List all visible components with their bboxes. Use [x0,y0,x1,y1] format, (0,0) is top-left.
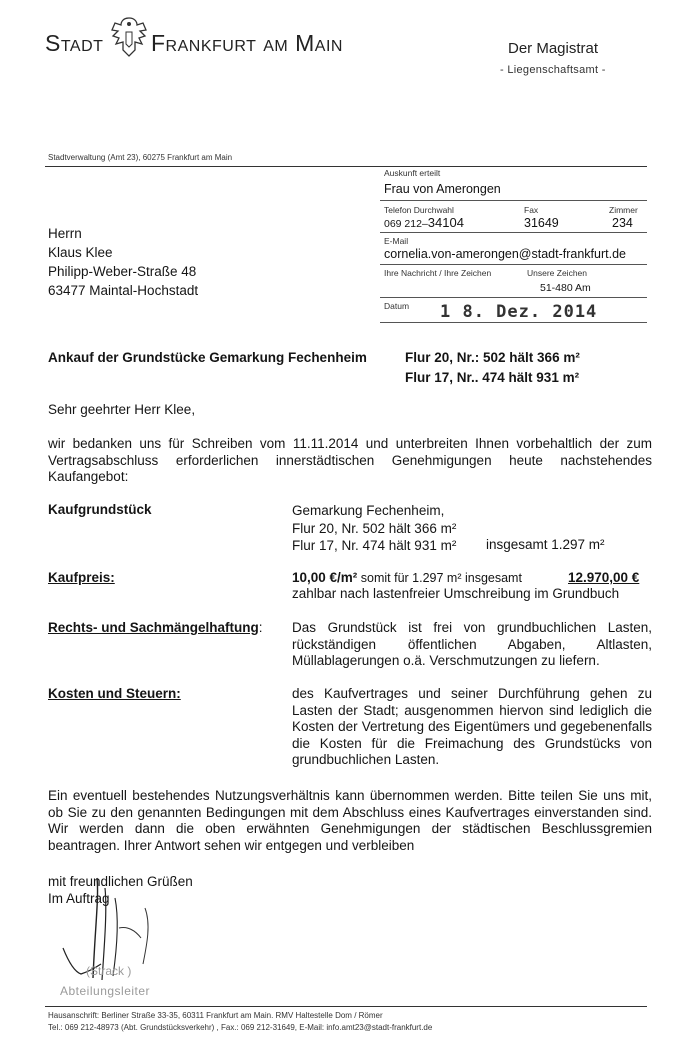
eagle-crest-icon [109,14,149,60]
recipient-street: Philipp-Weber-Straße 48 [48,264,197,279]
sender-line: Stadtverwaltung (Amt 23), 60275 Frankfurt am Main [48,153,233,162]
price-line-2: zahlbar nach lastenfreier Umschreibung im Grundbuch [292,586,620,601]
phone-label: Telefon Durchwahl [384,205,454,215]
office-name: Der Magistrat [508,40,599,57]
our-reference: 51-480 Am [540,282,591,294]
divider [380,264,647,265]
divider [45,166,647,167]
price-rate: 10,00 €/m² [292,570,358,585]
contact-label: Auskunft erteilt [384,168,441,178]
phone-prefix: 069 212– [384,218,428,230]
plot-label: Kaufgrundstück [48,502,152,517]
fax-label: Fax [524,205,539,215]
divider [380,232,647,233]
department-name: - Liegenschaftsamt - [500,64,606,76]
footer-contact: Tel.: 069 212-48973 (Abt. Grundstücksverkehr) , Fax.: 069 212-31649, E-Mail: info.amt23@stadt-frankfurt.de [48,1023,433,1032]
our-reference-label: Unsere Zeichen [527,268,588,278]
plot-district: Gemarkung Fechenheim, [292,503,445,518]
contact-name: Frau von Amerongen [384,182,501,196]
greeting: Sehr geehrter Herr Klee, [48,402,196,417]
plot-parcel-2: Flur 17, Nr. 474 hält 931 m² [292,538,457,553]
liability-label-text: Rechts- und Sachmängelhaftung [48,620,259,635]
divider [380,322,647,323]
your-reference-label: Ihre Nachricht / Ihre Zeichen [384,268,492,278]
plot-total: insgesamt 1.297 m² [486,537,605,552]
recipient-city: 63477 Maintal-Hochstadt [48,283,199,298]
signatory-title: Abteilungsleiter [60,984,151,998]
liability-colon: : [258,620,263,635]
recipient-address [48,224,198,300]
plot-parcel-1: Flur 20, Nr. 502 hält 366 m² [292,520,457,536]
subject-main: Ankauf der Grundstücke Gemarkung Fechenheim [48,350,367,365]
costs-label: Kosten und Steuern: [48,686,181,701]
email-address: cornelia.von-amerongen@stadt-frankfurt.de [384,247,626,261]
email-label: E-Mail [384,236,409,246]
recipient-salutation: Herrn [48,226,82,241]
logo-city-right: Frankfurt am Main [151,30,343,56]
phone-extension: 34104 [427,215,464,230]
price-total: 12.970,00 € [568,570,640,585]
closing-regards: mit freundlichen Grüßen [48,874,193,889]
divider [380,200,647,201]
liability-label [48,620,263,637]
signatory-name: (Strack ) [86,964,132,978]
city-logo [45,14,375,64]
closing-paragraph: Ein eventuell bestehendes Nutzungsverhältnis kann übernommen werden. Bitte teilen Sie uns mit, ob Sie zu den genannten Bedingungen mit dem Abschluss eines Kaufvertrages einverstanden sind. Wir werden dann die oben erwähnten Genehmigungen der städtischen Beschlussgremien beantragen. Ihrer Antwort sehen wir entgegen und verbleiben [48,788,652,853]
on-behalf: Im Auftrag [48,891,110,906]
costs-text: des Kaufvertrages und seiner Durchführung gehen zu Lasten der Stadt; ausgenommen hiervon sind lediglich die Kosten der Vertretung des Eigentümers und gegebenenfalls die Kosten für die Freimachung des Grundstücks von grundbuchlichen Lasten. [292,686,652,767]
intro-paragraph: wir bedanken uns für Schreiben vom 11.11.2014 und unterbreiten Ihnen vorbehaltlich der zum Vertragsabschluss erforderlichen innerstädtischen Genehmigungen heute nachstehendes Kaufangebot: [48,436,652,484]
footer-divider [45,1006,647,1007]
plot-details [292,502,456,555]
price-label: Kaufpreis: [48,570,115,585]
room-label: Zimmer [609,205,638,215]
date-stamp: 1 8. Dez. 2014 [440,302,598,322]
logo-city-left: Stadt [45,30,104,56]
room-number: 234 [612,216,633,230]
divider [380,297,647,298]
subject-line-2: Flur 17, Nr.. 474 hält 931 m² [405,370,580,385]
subject-line-1: Flur 20, Nr.: 502 hält 366 m² [405,350,580,365]
fax-number: 31649 [524,216,559,230]
phone-number [384,215,464,230]
footer-address: Hausanschrift: Berliner Straße 33-35, 60311 Frankfurt am Main. RMV Haltestelle Dom / Römer [48,1011,383,1020]
date-label: Datum [384,301,410,311]
liability-text: Das Grundstück ist frei von grundbuchlichen Lasten, rückständigen öffentlichen Abgaben, Altlasten, Müllablagerungen o.ä. Verschmutzungen zu liefern. [292,620,652,668]
recipient-name: Klaus Klee [48,245,113,260]
price-text: somit für 1.297 m² insgesamt [357,571,522,585]
